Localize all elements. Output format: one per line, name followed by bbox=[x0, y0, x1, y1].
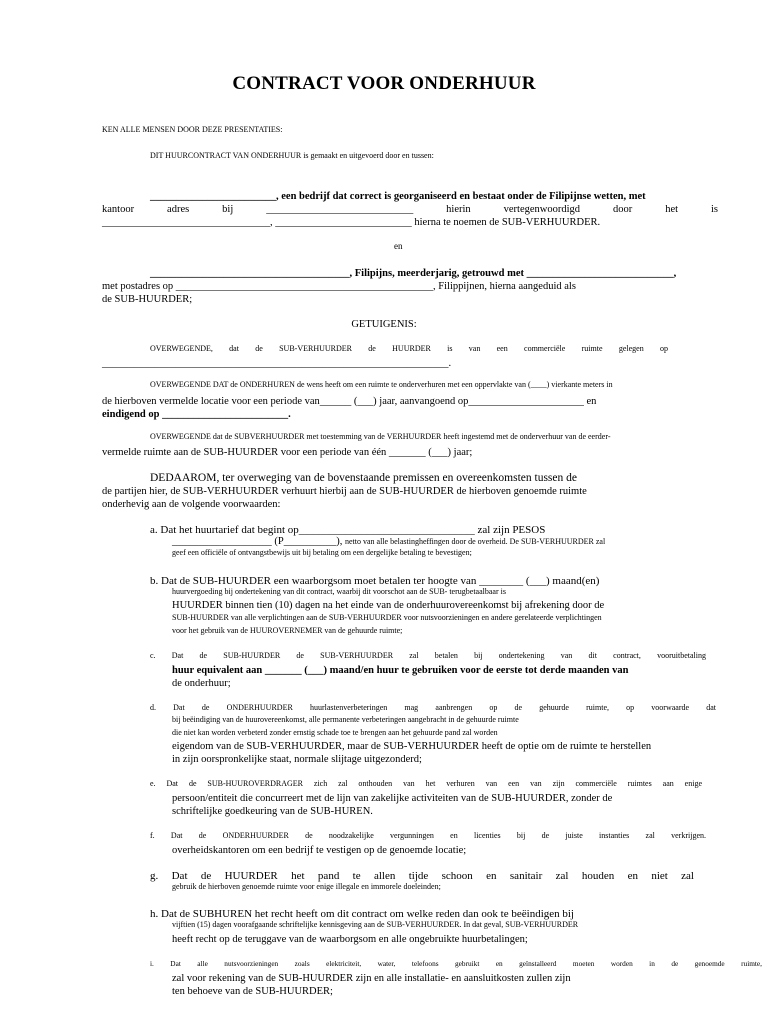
whereas-line: de hierboven vermelde locatie voor een periode van______ (___) jaar, aanvangoend op______________________ en bbox=[102, 396, 597, 407]
party1-line: ________________________________, __________________________ hierna te noemen de SUB-VERHUURDER. bbox=[102, 217, 601, 228]
clause-c-line: huur equivalent aan _______ (___) maand/en huur te gebruiken voor de eerste tot derde maanden van bbox=[172, 665, 629, 676]
whereas-line: __________________________________________________________________. bbox=[102, 358, 452, 369]
clause-e-line: e. Dat de SUB-HUUROVERDRAGER zich zal onthouden van het verhuren van een van zijn commerciële ruimtes aan enige bbox=[150, 779, 702, 788]
clause-a-line bbox=[172, 536, 605, 548]
clause-d-line: bij beëindiging van de huurovereenkomst, alle permanente verbeteringen aangebracht in de gehuurde ruimte bbox=[172, 715, 519, 724]
clause-b-line: HUURDER binnen tien (10) dagen na het einde van de onderhuurovereenkomst bij afrekening door de bbox=[172, 600, 605, 611]
clause-h-line: vijftien (15) dagen voorafgaande schriftelijke kennisgeving aan de SUB-VERHUURDER. In dat geval, SUB-VERHUURDER bbox=[172, 920, 579, 929]
whereas-line: eindigend op ________________________. bbox=[102, 409, 291, 420]
clause-b-line: voor het gebruik van de HUUROVERNEMER van de gehuurde ruimte; bbox=[172, 626, 403, 635]
clause-d-line: in zijn oorspronkelijke staat, normale slijtage uitgezonderd; bbox=[172, 754, 422, 765]
clause-e-line: persoon/entiteit die concurreert met de lijn van zakelijke activiteiten van de SUB-HUURDER, zonder de bbox=[172, 793, 613, 804]
whereas-line: OVERWEGENDE dat de SUBVERHUURDER met toestemming van de VERHUURDER heeft ingestemd met de onderverhuur van de eerder- bbox=[150, 432, 611, 441]
party1-line: kantoor adres bij ____________________________ hierin vertegenwoordigd door het is bbox=[102, 204, 718, 215]
party2-line: de SUB-HUURDER; bbox=[102, 294, 193, 305]
party1-line: ________________________, een bedrijf dat correct is georganiseerd en bestaat onder de Filipijnse wetten, met bbox=[150, 191, 646, 202]
clause-a-blank: ___________________ (P__________), bbox=[172, 536, 345, 547]
witness-heading: GETUIGENIS: bbox=[351, 319, 417, 330]
whereas-line: OVERWEGENDE, dat de SUB-VERHUURDER de HUURDER is van een commerciële ruimte gelegen op bbox=[150, 344, 668, 353]
clause-f-line: overheidskantoren om een bedrijf te vestigen op de genoemde locatie; bbox=[172, 845, 467, 856]
clause-g-line: gebruik de hierboven genoemde ruimte voor enige illegale en immorele doeleinden; bbox=[172, 882, 441, 891]
whereas-line: OVERWEGENDE DAT de ONDERHUREN de wens heeft om een ruimte te onderverhuren met een oppervlakte van (____) vierkante meters in bbox=[150, 380, 613, 389]
clause-b-line: huurvergoeding bij ondertekening van dit contract, waarbij dit voorschot aan de SUB- terugbetaalbaar is bbox=[172, 587, 506, 596]
clause-g-line: g. Dat de HUURDER het pand te allen tijde schoon en sanitair zal houden en niet zal bbox=[150, 870, 694, 882]
clause-d-line: eigendom van de SUB-VERHUURDER, maar de SUB-VERHUURDER heeft de optie om de ruimte te herstellen bbox=[172, 741, 652, 752]
clause-b-line: b. Dat de SUB-HUURDER een waarborgsom moet betalen ter hoogte van ________ (___) maand(en) bbox=[150, 575, 600, 587]
clause-e-line: schriftelijke goedkeuring van de SUB-HUREN. bbox=[172, 806, 373, 817]
clause-c-line: c. Dat de SUB-HUURDER de SUB-VERHUURDER zal betalen bij ondertekening van dit contract, vooruitbetaling bbox=[150, 651, 706, 660]
therefore-line: DEDAAROM, ter overweging van de bovenstaande premissen en overeenkomsten tussen de bbox=[150, 472, 577, 484]
document-title: CONTRACT VOOR ONDERHUUR bbox=[232, 73, 536, 94]
intro-line: KEN ALLE MENSEN DOOR DEZE PRESENTATIES: bbox=[102, 125, 283, 134]
therefore-line: de partijen hier, de SUB-VERHUURDER verhuurt hierbij aan de SUB-HUURDER de hierboven genoemde ruimte bbox=[102, 486, 587, 497]
clause-a-line: geef een officiële of ontvangstbewijs uit bij betaling om een dergelijke betaling te bevestigen; bbox=[172, 548, 472, 557]
clause-c-line: de onderhuur; bbox=[172, 678, 231, 689]
clause-h-line: h. Dat de SUBHUREN het recht heeft om dit contract om welke reden dan ook te beëindigen bij bbox=[150, 908, 574, 920]
clause-b-line: SUB-HUURDER van alle verplichtingen aan de SUB-VERHUURDER voor nutsvoorzieningen en andere gerelateerde verplichtingen bbox=[172, 613, 602, 622]
clause-a-text: netto van alle belastingheffingen door de overheid. De SUB-VERHUURDER zal bbox=[344, 537, 606, 546]
clause-d-line: d. Dat de ONDERHUURDER huurlastenverbeteringen mag aanbrengen op de gehuurde ruimte, op voorwaarde dat bbox=[150, 703, 716, 712]
clause-h-line: heeft recht op de teruggave van de waarborgsom en alle ongebruikte huurbetalingen; bbox=[172, 934, 528, 945]
party2-line: ______________________________________, Filipijns, meerderjarig, getrouwd met ____________________________, bbox=[150, 268, 677, 279]
intro-line: DIT HUURCONTRACT VAN ONDERHUUR is gemaakt en uitgevoerd door en tussen: bbox=[150, 151, 434, 160]
clause-i-line: zal voor rekening van de SUB-HUURDER zijn en alle installatie- en aansluitkosten zullen zijn bbox=[172, 973, 571, 984]
clause-i-line: ten behoeve van de SUB-HUURDER; bbox=[172, 986, 333, 997]
clause-i-line: i. Dat alle nutsvoorzieningen zoals elektriciteit, water, telefoons gebruikt en geïnstalleerd moeten worden in de genoemde ruimte, bbox=[150, 959, 762, 968]
clause-a-line: a. Dat het huurtarief dat begint op________________________________ zal zijn PESOS bbox=[150, 524, 546, 536]
whereas-line: vermelde ruimte aan de SUB-HUURDER voor een periode van één _______ (___) jaar; bbox=[102, 447, 473, 458]
clause-d-line: die niet kan worden verbeterd zonder ernstig schade toe te brengen aan het gehuurde pand zal worden bbox=[172, 728, 498, 737]
party2-line: met postadres op _________________________________________________, Filippijnen, hierna aangeduid als bbox=[102, 281, 576, 292]
therefore-line: onderhevig aan de volgende voorwaarden: bbox=[102, 499, 281, 510]
party-separator: en bbox=[394, 241, 403, 251]
clause-f-line: f. Dat de ONDERHUURDER de noodzakelijke vergunningen en licenties bij de juiste instanties zal verkrijgen. bbox=[150, 831, 706, 840]
